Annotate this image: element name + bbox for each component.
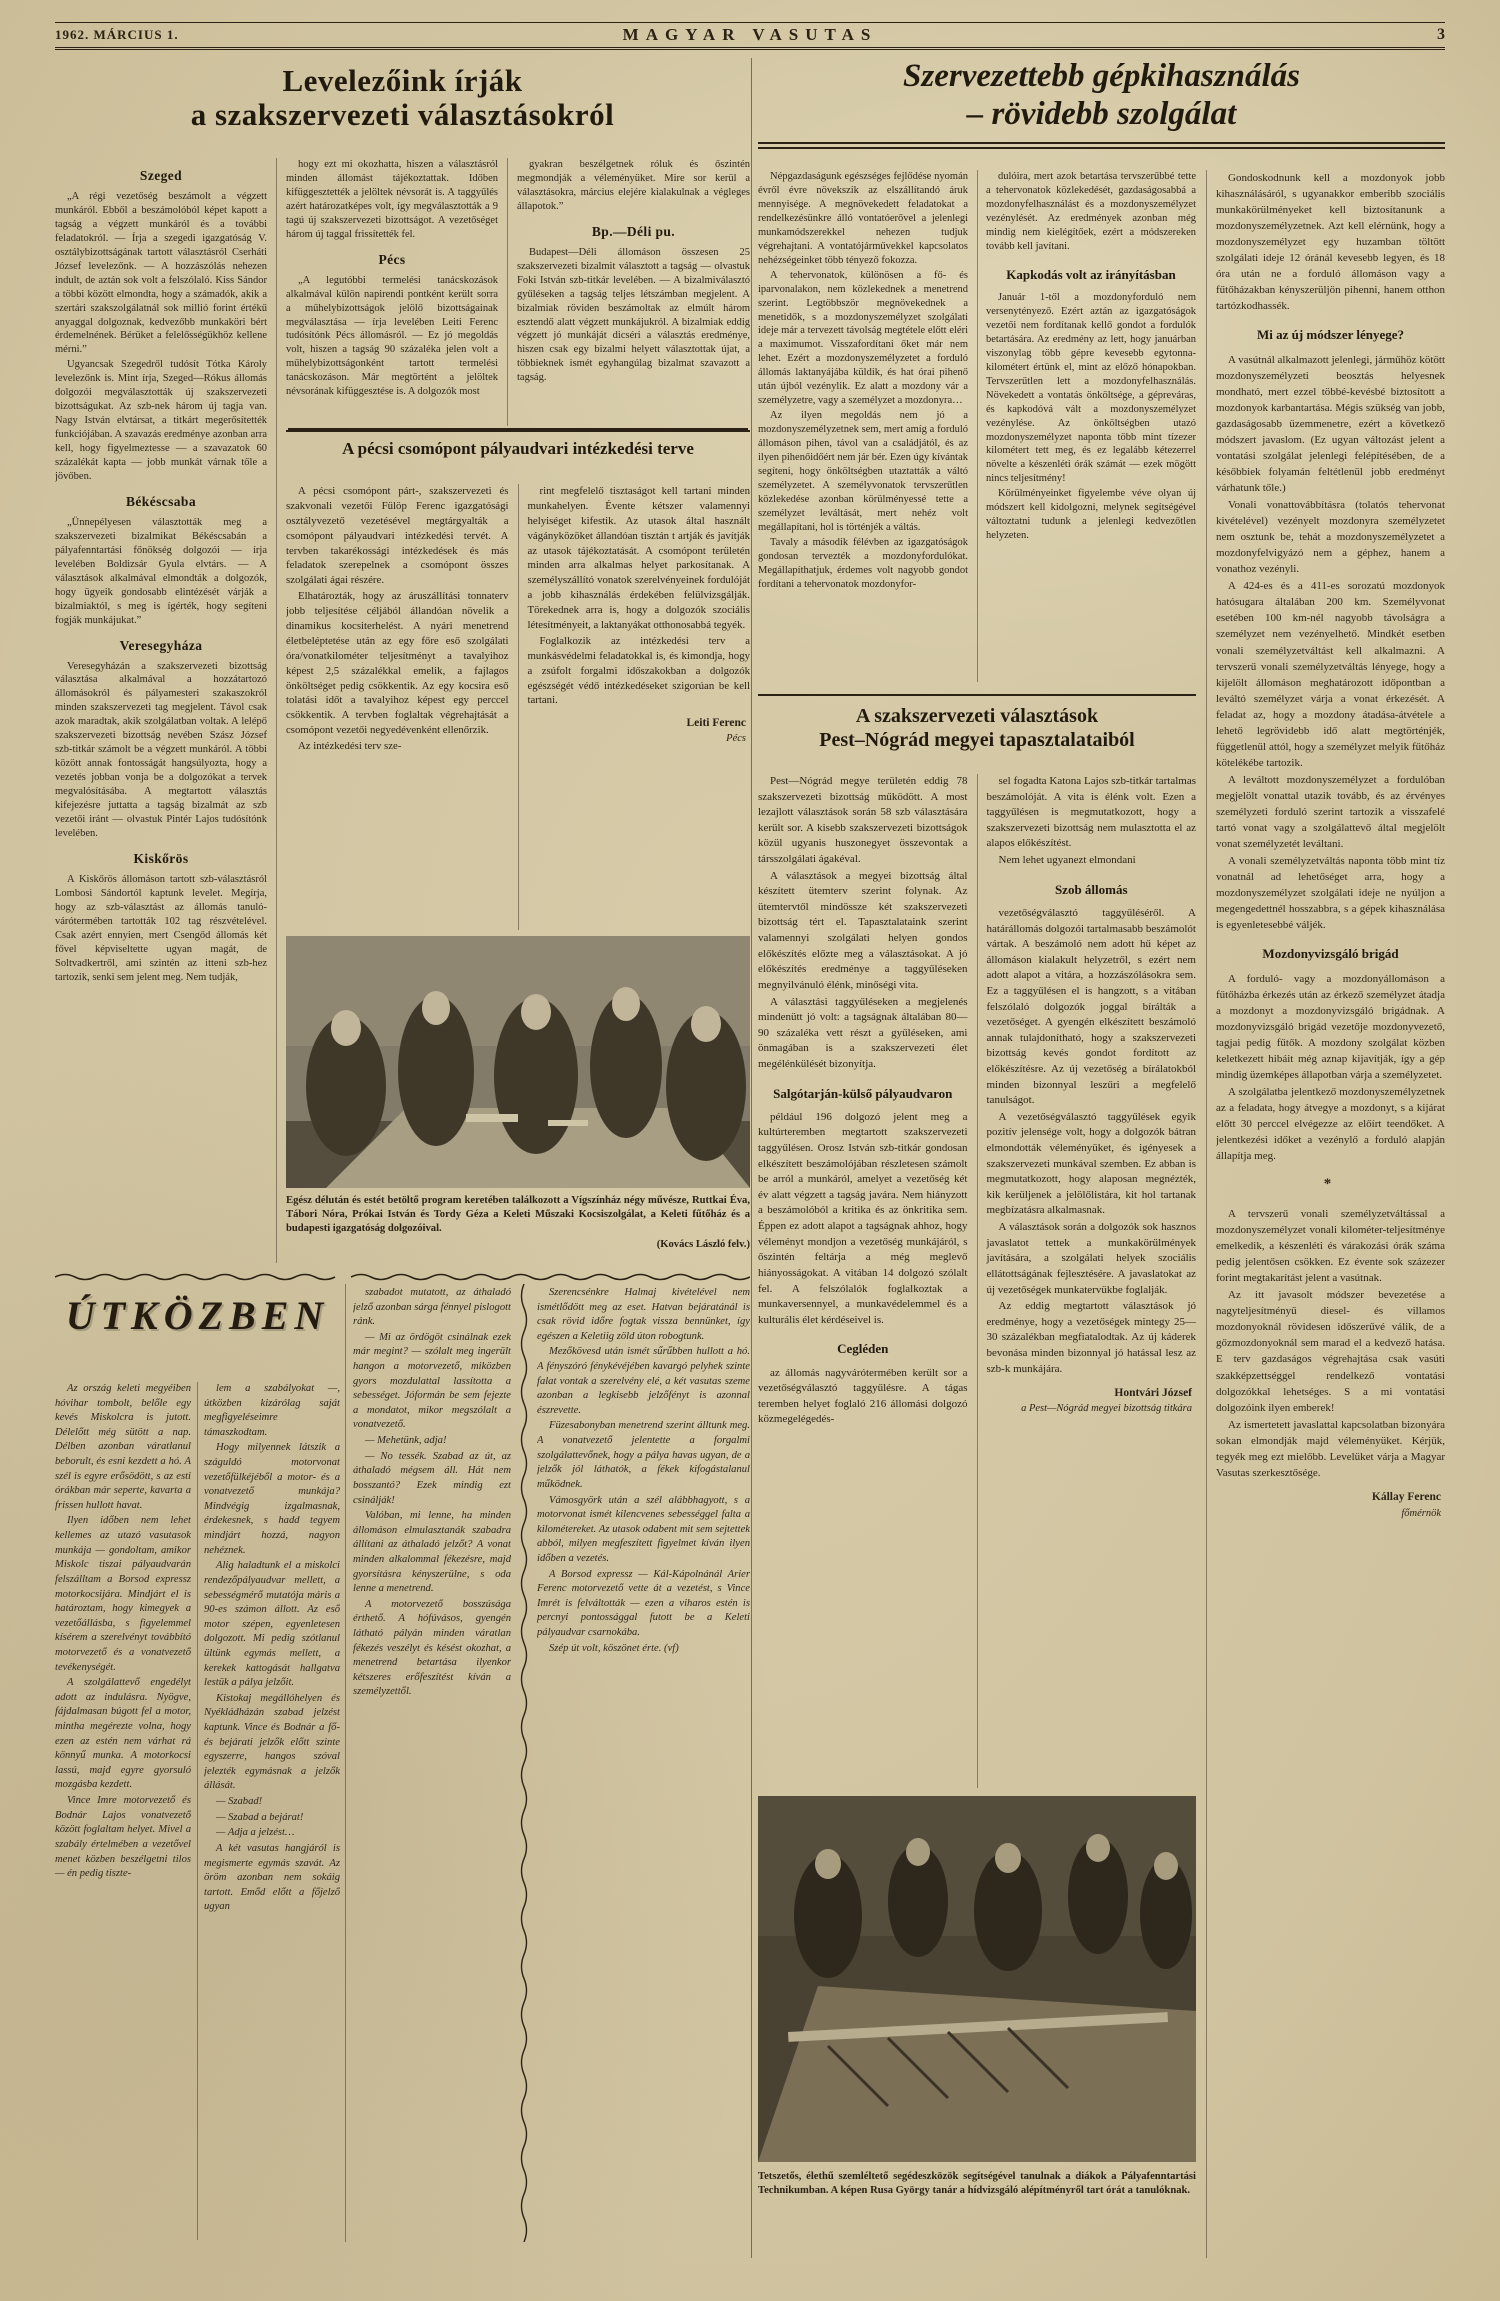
wavy-rule [55,1272,340,1282]
photo-caption [286,1194,750,1252]
subsection-heading: Kapkodás volt az irányításban [1006,266,1176,282]
paragraph: A vonali személyzetváltás naponta több mint tíz vonatnál ad lehetőséget arra, hogy a mozdonyszemélyzet szolgálati ideje ne nyúljon a megengedettnél hosszabbra, s a gépek kihasználása is egyenletesebbé váljék. [1216,855,1445,932]
column-rule [977,170,978,682]
signature-role: a Pest—Nógrád megyei bizottság titkára [1021,1402,1192,1414]
paragraph: hogy ezt mi okozhatta, hiszen a választásról minden állomást tájékoztattak. Időben kifüggesztették a jelöltek névsorát is. A taggyűlés azért határozatképes volt, így megválasztották a 9 tagú új szakszervezeti bizottságot. A vezetőséget három új taggal frissítették fel. [286,159,498,240]
subsection-heading: Mozdonyvizsgáló brigád [1262,946,1399,962]
paragraph: sel fogadta Katona Lajos szb-titkár tartalmas beszámolóját. A vita is élénk volt. Ezen a taggyűlésen is megmutatkozott, hogy a szakszervezeti bizottság nem mulasztotta el az alapos előkészítést. [986,775,1196,850]
signature: Hontvári József a Pest—Nógrád megyei bizottság titkára [991,1385,1193,1416]
subsection-heading: Cegléden [837,1341,889,1357]
star-separator: * [1323,1176,1338,1193]
paragraph: A Kiskőrös állomáson tartott szb-választásról Lombosi Sándortól kaptunk levelet. Megírja, hogy az szb-választást az állomás tanuló-várótermében tartották 102 tag részvételével. Csak azért ennyien, mert Csengőd állomás két fővel képviseltette ugyan magát, de Soltvadkertről, ami szintén az itteni szb-hez tartozik, senki sem jelent meg. Nem tudják, [55,873,267,983]
paragraph: Elhatározták, hogy az áruszállítási tonnaterv jobb teljesítése céljából állandóan növelik a dinamikus kocsiterhelést. A nyári menetrend életbeléptetése után az egy főre eső szolgálati óra/vonatkilométer teljesítményt a tavalyihoz képest 2,5 százalékkal emelik, a fajlagos önköltséget pedig csökkentik. Az egy kocsira eső tolatási időt a tavalyihoz képest egy perccel csökkentik. A tervben foglaltak végrehajtását a csomópont vezetői negyedévenként ellenőrzik. [286,590,509,737]
paragraph: A forduló- vagy a mozdonyállomáson a fűtőházba érkezés után az érkező személyzet átadja a mozdonyt a mozdonyvizsgáló brigádnak. A mozdonyvizsgáló brigád vezetője mozdonyvezető, tagjai pedig fűtők. A mozdony szolgálat közben keletkezett hibáit még aznap kijavítják, így a gép mindig üzemképes állapotban várja a személyzetet. [1216,972,1445,1081]
paragraph: Füzesabonyban menetrend szerint álltunk meg. A vonatvezető jelentette a forgalmi szolgálattevőnek, hogy a pálya havas ugyan, de a jelzők jól láthatók, a fékek kifogástalanul működnek. [537,1420,750,1490]
paragraph: Az ismertetett javaslattal kapcsolatban bizonyára sokan elmondják majd véleményüket. Kérjük, tegyék meg ezt mielőbb. Levelüket várja a Magyar Vasutas szerkesztősége. [1216,1418,1445,1479]
feature-column-2 [518,484,751,930]
paragraph: Valóban, mi lenne, ha minden állomáson elmulasztanák szabadra állítani az áthaladó jelzőt? A vonat minden alkalommal fékezésre, majd gyorsításra kényszerülne, s oda lenne a menetrend. [353,1510,511,1595]
photo-caption [758,2170,1196,2198]
paragraph: szabadot mutatott, az áthaladó jelző azonban sárga fénnyel pislogott ránk. [353,1287,511,1328]
paragraph: A szolgálattevő engedélyt adott az indulásra. Nyögve, fájdalmasan búgott fel a motor, mintha megérezte volna, hogy ezen az estén nem várhat rá könnyű munka. A motorkocsi lassú, majd egyre gyorsuló mozgásba kezdett. [55,1677,191,1791]
paragraph: Népgazdaságunk egészséges fejlődése nyomán évről évre növekszik az elszállítandó áruk mennyisége. A megnövekedett feladatokat a rendelkezésünkre álló vontatóerővel a jelenlegi munkamódszerekkel nehezen tudjuk végrehajtani. A vontatójárművekkel kapcsolatos nehézségeinket több tényező fokozza. [758,171,968,266]
paragraph: — Szabad! [216,1796,263,1808]
column-rule [1206,170,1207,2258]
headline-levelezoink [55,64,750,132]
paragraph: A vasútnál alkalmazott jelenlegi, járműhöz kötött mozdonyszemélyzeti beosztás helyesnek mondható, mert ezzel többé-kevésbé biztosított a mozdonyok karbantartása. Mégis szükség van jobb, gazdaságosabb üzemmenetre, ezért a következő módszert javaslom. (Ez ugyan változást jelent a vontatási szolgálat jelenlegi felépítésében, de a későbbiek folyamán feltétlenül jobb eredményt várhatunk tőle.) [1216,353,1445,495]
paragraph: például 196 dolgozó jelent meg a kultúrteremben megtartott szakszervezeti taggyűlésen. Orosz István szb-titkár gondosan elkészített beszámolójában részletesen számolt be arról a munkáról, amelyet a vezetőség két év alatt végzett a tagság javára. Nem hiányzott a beszámolóból a kritika és az önkritika sem. Éppen ez adott alapot a tagságnak ahhoz, hogy véleményt mondjon a vezetőség munkájáról, s őszintén feltárja a még meglevő hiányosságokat. A vitában 14 dolgozó szólalt fel. A felszólalók foglalkoztak a munkaversennyel, a munkavédelemmel és a kulturális élet kérdéseivel is. [758,1110,968,1326]
column-rule [345,1284,346,2242]
paragraph: Alig haladtunk el a miskolci rendezőpályaudvar mellett, a sebességmérő mutatója máris a 90-es számon állott. Az eső motor szépen, egyenletesen dolgozott. Mi pedig szótlanul ültünk egymás mellett, a kerekek kattogását hallgatva lestük a pálya jelzőit. [204,1560,340,1689]
caption-text: Egész délután és estét betöltő program keretében találkozott a Vígszínház négy művésze, Ruttkai Éva, Tábori Nóra, Prókai István és Tordy Géza a Keleti Műszaki Kocsiszolgálat, a Keleti fűtőház és a budapesti igazgatóság dolgozóival. [286,1195,750,1234]
paragraph: Gondoskodnunk kell a mozdonyok jobb kihasználásáról, s ugyanakkor emberibb szociális munkakörülményeket kell biztosítanunk a mozdonyszemélyzetnek. Azt kell elérnünk, hogy a mozdonyszemélyzet egy huzamban töltött szolgálati ideje 12 óránál kevesebb legyen, és 18 óra után ne a forduló állomáson vagy a fűtőházakban kényszerüljön pihenni, hanem otthon tartózkodhassék. [1216,172,1445,313]
column-rule [197,1382,198,2240]
paragraph: A tehervonatok, különösen a fő- és iparvonalakon, nem közlekednek a menetrend szerint. Legtöbbször megnövekednek a menetidők, s a mozdonyszemélyzet szolgálati ideje már a tervezett távolság megtétele előtt eléri a maximumot. Visszafordítani őket már nem lehet. Ezért a mozdonyszemélyzetet a forduló állomás laktanyájába küldik, és hat órai pihenő után újból vezénylik. Ez alatt a mozdony vár a személyzetre, vagy a személyzet a mozdonyra… [758,269,968,407]
photo-image [286,936,750,1188]
paragraph: Az intézkedési terv sze- [298,740,402,753]
section-heading: Veresegyháza [119,637,203,653]
feature-columns [286,484,750,930]
paragraph: Ilyen időben nem lehet kellemes az utazó vasutasok munkája — gondoltam, amikor Miskolc tiszai pályaudvarán felszálltam a Borsod expressz motorkocsijára. Mindjárt el is határoztam, hogy kimegyek a vezetőállásba, s figyelemmel kísérem a szerelvényt továbbító motorvezető és a vonatvezető tevékenységét. [55,1515,191,1673]
paragraph: Veresegyházán a szakszervezeti bizottság választása alkalmával a hozzátartozó állomásokról és pályamesteri szakaszokról minden szakszervezeti tag megjelent. Távol csak azok maradtak, akik szolgálatban voltak. A lelépő szakszervezeti bizottság nevében Szász József szb-titkár számolt be a végzett munkáról. A többi között annak fontosságát hangsúlyozta, hogy a vezetés jobban vonja be a dolgozókat a tervek megvalósításába. A megtartott választás kifejezésre juttatta a tagság bizalmát az szb vezetői iránt — olvastuk Pintér Lajos tudósítónk levelében. [55,660,267,839]
feuilleton-column-3 [353,1286,511,2244]
paragraph: „Ünnepélyesen választották meg a szakszervezeti bizalmikat Békéscsabán a pályafenntartási főnökség dolgozói — írja levelében Boldizsár Gyula elvtárs. — A választások alkalmával elmondták a dolgozók, hogy ügyeik gondosabb elintézését várják a bizalmiaktól, s meg is ígérték, hogy segíteni fogják munkájukat.” [55,516,267,626]
paragraph: Körülményeinket figyelembe véve olyan új módszert kell kidolgozni, melynek segítségével változtatni tudunk a jelenlegi kedvezőtlen helyzeten. [986,488,1196,542]
photo-credit: (Kovács László felv.) [656,1238,750,1250]
caption-text: Tetszetős, élethű szemléltető segédeszközök segítségével tanulnak a diákok a Pályafenntartási Technikumban. A képen Rusa György tanár a hídvizsgáló alépítményről tart órát a tanulóknak. [758,2171,1196,2196]
paragraph: A választások során a dolgozók sok hasznos javaslatot tettek a munkakörülmények javítására, a szolgálati helyek szociális ellátottságának fejlesztésére. A javaslatokat az új vezetőségek munkatervükbe foglalják. [986,1221,1196,1296]
paragraph: Az ország keleti megyéiben hóvihar tombolt, belőle egy kevés Miskolcra is jutott. Délelőtt még sütött a nap. Délben azonban váratlanul beborult, és esni kezdett a hó. A szél is egyre erősödött, s az esti órákban már seperte, kavarta a frissen hullott havat. [55,1383,191,1511]
paragraph: Vámosgyörk után a szél alábbhagyott, s a motorvonat ismét kilencvenes sebességgel falta a kilométereket. Az utasok odabent mit sem sejtettek abból, milyen megfeszített figyelmet kíván ilyen időben a vezetés. [537,1494,750,1564]
left-section [55,58,750,2258]
paragraph: Szerencsénkre Halmaj kivételével nem ismétlődött meg az eset. Hatvan bejáratánál is csak rövid időre fogtak vissza bennünket, így egészen a Keletiig zöld úton robogtunk. [537,1287,750,1342]
paragraph: A két vasutas hangjáról is megismerte egymás szavát. Az öröm azonban nem sokáig tartott. Emőd előtt a főjelző ugyan [204,1842,340,1913]
paragraph: Január 1-től a mozdonyforduló nem versenytényező. Ezért aztán az igazgatóságok vezetői nem fordítanak kellő gondot a fordulók betartására. Az eredmény az lett, hogy januárban viszonylag több gépre kevesebb egytonna-kilométert értünk el, mint az előző hónapokban. Tervszerűtlen lett a mozdonyfelhasználás. Növekedett a vontatás önköltsége, a gépreváras, és kapkodóvá vált a mozdonyszemélyzet vezénylése. Az önköltségben utazó mozdonyszemélyzet naponta több mint tízezer kilométert tett meg, és ez legalább kétezerrel növelte a készenléti órák számát — ezek mögött nincs teljesítmény! [986,291,1196,485]
section-heading: Békéscsaba [125,493,196,509]
feature-title [758,694,1196,758]
subsection-heading: Salgótarján-külső pályaudvaron [773,1085,953,1101]
column-rule [507,158,508,426]
paragraph: dulóira, mert azok betartása tervszerűbbé tette a tehervonatok közlekedését, gazdaságosabbá a mozdonyfelhasználást és a mozdonyszemélyzet vezénylését. Az eredmények azonban még mindig nem kielégítőek, ezért a módszereken tovább kell javítani. [986,171,1196,252]
paragraph: A motorvezető bosszúsága érthető. A hófúvásos, gyengén látható pályán minden váratlan fékezés veszélyt és késést okozhat, a menetrend betartása ilyenkor kétszeres erőfeszítést kíván a személyzettől. [353,1598,511,1698]
paragraph: Vonali vonattovábbításra (tolatós tehervonat kivételével) vezényelt mozdonyra személyzetet nem osztunk be, tehát a mozdonyszemélyzetet a mozdonyfelvigyázó nem a géphez, hanem a vonathoz vezényli. [1216,499,1445,576]
feature-columns [758,774,1196,1788]
paragraph: Szép út volt, köszönet érte. (vf) [549,1642,679,1654]
paragraph: Vince Imre motorvezető és Bodnár Lajos vonatvezető között foglaltam helyet. Mivel a szabály értelmében a vezetővel menet közben beszélgetni tilos — én pedig tiszte- [55,1795,191,1880]
paragraph: Az ilyen megoldás nem jó a mozdonyszemélyzetnek sem, mert amíg a forduló állomáson pihen, távol van a családjától, és az ilyen pihenőidőért nem jár bér. Ezen úgy kívántak segíteni, hogy önköltségben utaztatták a váltó személyzetet. A személyvonatok tervszerűtlen közlekedése azonban körülményessé tette a személyzet leváltását, mert nehéz volt megállapítani, hol is történjék a váltás. [758,410,968,533]
headline-line: Levelezőink írják [282,63,523,98]
article-utkozben [55,1270,750,2250]
paragraph: Kistokaj megállóhelyen és Nyékládházán szabad jelzést kaptunk. Vince és Bodnár a fő- és bejárati jelzők előtt szinte egyszerre, hangos szóval jelezték egymásnak a jelzők állását. [204,1692,340,1792]
paragraph: A leváltott mozdonyszemélyzet a fordulóban megjelölt vonattal utazik tovább, és az érvényes személyzeti forduló szerint tartozik a visszafelé tartó vonat vagy a szolgálattevő által megjelölt vonat személyzetét leváltani. [1216,773,1445,851]
wavy-rule [351,1272,750,1282]
paragraph: „A legutóbbi termelési tanácskozások alkalmával külön napirendi pontként került sorra a műhelybizottságok jelölő bizottságainak megválasztása — írja levelében Leiti Ferenc tudósítónk Pécs állomásról. — Ez jó megoldás volt, hiszen a tagság 90 százaléka jelen volt a műhelybizottságonként tartott termelési tanácskozáson. Már megtörtént a jelöltek névsorának kifüggesztése is. A dolgozók most [286,274,498,398]
article-column-letters-3 [517,158,750,426]
feuilleton-column-1 [55,1382,191,2242]
wavy-column-divider [519,1284,529,2242]
paragraph: Hogy milyennek látszik a száguldó motorvonat vezetőfülkéjéből a motor- és a vonatvezető munkája? Mindvégig izgalmasnak, érdekesnek, s hadd tegyem mindjárt hozzá, nagyon nehéznek. [204,1442,340,1556]
issue-date: 1962. MÁRCIUS 1. [55,27,179,42]
paragraph: Budapest—Déli állomáson összesen 25 szakszervezeti bizalmit választott a tagság — olvastuk Foki István szb-titkár levelében. — A bizalmiválasztó gyűléseken a tagság teljes létszámban megjelent. A bizalmiak röviden beszámoltak az elmúlt három esztendő alatt végzett munkájukról. A bizalmiak eddig végzett jó munkáját dicséri a választás eredménye, hiszen csak egy bizalmi helyett választottak újat, a többieknek ismét egyhangúlag bizalmat szavazott a tagság. [517,246,750,384]
paragraph: Nem lehet ugyanezt elmondani [998,854,1136,867]
feuilleton-title: ÚTKÖZBEN [65,1293,330,1338]
headline-gepkihasznalas [758,58,1445,149]
right-section [758,58,1445,2263]
signature-role: Pécs [726,733,746,745]
paragraph: rint megfelelő tisztaságot kell tartani minden munkahelyen. Évente kétszer valamennyi helyiséget kifestik. Az utasok által használt vágányközöket állandóan tisztán t artják és javítják az utasok tájékoztatását. A csomópont területén minden arra alkalmas helyet parkosítanak. A személyszállító vonatok szerelvényeinek fordulóját a jobb kihasználás érdekében felülvizsgálják. Törekednek arra is, hogy a dolgozók szociális létesítményeit, a laktanyákat otthonosabbá tegyék. [527,485,750,632]
paragraph: — Mi az ördögöt csinálnak ezek már megint? — szólalt meg ingerült hangon a motorvezető, miközben gyors mozdulattal lassította a sebességet. Jóformán be sem fejezte a mondatot, mikor megszólalt a vonatvezető. [353,1331,511,1431]
paragraph: az állomás nagyvárótermében került sor a vezetőségválasztó taggyűlésre. A tágas teremben helyet foglaló 216 állomási dolgozó közmegelégedés- [758,1366,968,1426]
paragraph: Az itt javasolt módszer bevezetése a nagyteljesítményű diesel- és villamos mozdonyoknál rövidesen időszerűvé válik, de a gőzmozdonyoknál sem marad el a kedvező hatása. E terv gazdaságos végrehajtása csak vasúti szakképzettséggel rendelkező vontatási dolgozókkal lehetséges. S a mi vontatási dolgozóink ilyen emberek! [1216,1289,1445,1414]
section-heading: Szeged [139,168,183,183]
feature-title-line: A szakszervezeti választások [855,705,1099,727]
signature: Leiti Ferenc Pécs [532,716,747,746]
page-number: 3 [1437,26,1445,43]
paragraph: — No tessék. Szabad az út, az áthaladó mégsem áll. Hát nem bosszantó? Ezek mindig ezt csinálják! [353,1450,511,1506]
paragraph: A választási taggyűléseken a megjelenés mindenütt jó volt: a tagságnak általában 80—90 százaléka vett részt a gyűléseken, ami önmagában is a szakszervezeti élet megélénkülését bizonyítja. [758,995,968,1070]
paragraph: A Borsod expressz — Kál-Kápolnánál Arier Ferenc motorvezető vette át a vezetést, s Vince Imrét is felváltották — ezen a viharos estén is percnyi pontossággal futott be a Keleti pályaudvar csarnokába. [537,1568,750,1639]
signature: Kállay Ferenc főmérnök [1220,1489,1441,1521]
headline-line: Szervezettebb gépkihasználás [903,58,1300,94]
feature-column-1 [286,484,518,930]
signature-role: főmérnök [1401,1507,1441,1519]
paragraph: A választások a megyei bizottság által készített ütemterv szerint folynak. Az ütemtervtől mindössze két szakszervezeti bizottság tért el. Tapasztalataink szerint valamennyi szolgálati helyen gondos előkészítés előzte meg a választásokat. A jó előkészítés eredménye a taggyűléseken megnyilvánuló élénk, minőségi vita. [758,869,968,991]
feuilleton-column-4 [537,1286,750,2244]
paragraph: lem a szabályokat —, útközben kizárólag saját megfigyeléseimre támaszkodtam. [204,1383,340,1438]
masthead-title: MAGYAR VASUTAS [622,25,878,44]
paragraph: A vezetőségválasztó taggyűlések egyik pozitív jelensége volt, hogy a dolgozók bátran elmondották véleményüket, és igényesek a szakszervezeti munkával szemben. Ez abban is megmutatkozott, hogy alaposan megnézték, kik kerüljenek a jelölőlistára, kit hol tartanak megbízatásra alkalmasnak. [986,1110,1196,1217]
paragraph: — Szabad a bejárat! [216,1811,304,1823]
paragraph: Foglalkozik az intézkedési terv a munkásvédelmi feladatokkal is, és kimondja, hogy a zsúfolt forgalmi időszakokban a dolgozók egészségét védő intézkedéseket szigorúan be kell tartani. [527,634,750,707]
feature-title: A pécsi csomópont pályaudvari intézkedési terve [286,430,750,459]
feature-title-line: Pest–Nógrád megyei tapasztalataiból [819,728,1135,751]
section-heading: Kiskőrös [133,850,189,866]
paragraph: Pest—Nógrád megye területén eddig 78 szakszervezeti bizottság működött. A most lezajlott választások során 58 szb választására került sor. A kisebb szakszervezeti bizottságok közül ugyanis huszonegyet összevontak a társszolgálati ágakéval. [758,775,968,866]
article-column-gep-1 [758,170,968,682]
paragraph: „A régi vezetőség beszámolt a végzett munkáról. Ebből a beszámolóból képet kapott a tagság a végzett munkáról és a további feladatokról. — Írja a szegedi igazgatóság V. osztálybizottságának tartott választásról Cserháti József levelezőnk. — A hozzászólás nehezen indult, de aztán sok volt a felszólaló. Kiss Sándor a többi között elmondta, hogy a számadók, akik a szertári szakszolgálatnál sok millió forint értékű anyaggal dolgoznak, kedvezőbb munkaköri bért érdemelnének. Bérüket a felelősségükhöz kellene mérni.” [55,190,267,356]
paragraph: gyakran beszélgetnek róluk és őszintén megmondják a véleményüket. Mire sor kerül a választásokra, március elejére kialakulnak a végleges állapotok.” [517,159,750,212]
article-column-letters-2 [286,158,498,426]
masthead [55,22,1445,50]
paragraph: — Adja a jelzést… [216,1827,295,1839]
subsection-heading: Szob állomás [1054,881,1128,897]
article-column-letters-1 [55,158,267,1263]
article-column-gep-3 [1216,170,1445,2258]
article-column-gep-2 [986,170,1196,682]
headline-line: – rövidebb szolgálat [966,95,1237,132]
section-heading: Pécs [378,251,406,267]
paragraph: vezetőségválasztó taggyűléséről. A határállomás dolgozói tartalmasabb beszámolót vártak. A beszámoló nem adott hű képet az állomáson kialakult helyzetről, s ezért nem adott alapot a vitára, a hozzászólásokra sem. Ez a taggyűlésen el is hangzott, s a vitában felszólaló dolgozók joggal bírálták a vezetőséget. A gyengén elkészített beszámoló annak tulajdonítható, hogy a szakszervezeti bizottság kevés gondot fordított az előkészítésre. Az új vezetőség a bírálatokból minden bizonnyal leszűri a megfelelő tanulságot. [986,906,1196,1107]
feature-column-1 [758,774,977,1788]
paragraph: Az eddig megtartott választások jó eredménye, hogy a vezetőségek mintegy 25—30 százalékban megfiatalodtak. Az új káderek bevonása minden bizonnyal jó hatással lesz az szb-k munkájára. [986,1300,1196,1375]
paragraph: A szolgálatba jelentkező mozdonyszemélyzetnek az a feladata, hogy átvegye a mozdonyt, s a kijárat előtt 30 perccel elvégezze az előírt teendőket. A jelentkezési időket a vezénylő a forduló alapján állapítja meg. [1216,1085,1445,1163]
paragraph: A tervszerű vonali személyzetváltással a mozdonyszemélyzet vonali kilométer-teljesítménye emelkedik, a készenléti és várakozási órák száma pedig jelentősen csökken. Ez évente sok százezer forint megtakarítást jelent a vasútnak. [1216,1208,1445,1285]
subsection-heading: Mi az új módszer lényege? [1256,327,1405,343]
article-pecsi-csomopont [286,430,750,1268]
paragraph: Tavaly a második félévben az igazgatóságok gondosan tervezték a mozdonyfordulókat. Megállapíthatjuk, érdemes volt nagyobb gondot fordítani a tehervonatok mozdonyfor- [758,536,968,590]
paragraph: Mezőkövesd után ismét sűrűbben hullott a hó. A fényszóró fénykévéjében kavargó pelyhek szinte falat vontak a szerelvény elé, a két vasutas szeme azonban a legkisebb jelzőfényt is azonnal észrevette. [537,1346,750,1416]
feuilleton-column-2 [204,1382,340,2242]
paragraph: — Mehetünk, adja! [365,1435,447,1447]
feature-column-2 [977,774,1197,1788]
photo-image [758,1796,1196,2162]
main-column-divider [751,58,752,2258]
paragraph: Ugyancsak Szegedről tudósít Tótka Károly levelezőnk is. Mint írja, Szeged—Rókus állomás dolgozói megválasztották új szakszervezeti bizottságukat. Az szb-nek három új tagja van. Nagy István elvtársat, a titkárt megerősítették funkciójában. A szavazás eredménye azonban arra kell, hogy figyelmeztesse — a szavazatok 60 százalékát kapta — jobb munkát várnak tőle a jövőben. [55,359,267,483]
article-pest-nograd [758,694,1196,2258]
section-heading: Bp.—Déli pu. [591,223,676,239]
paragraph: A pécsi csomópont párt-, szakszervezeti és szakvonali vezetői Fülöp Ferenc igazgatósági osztályvezető vezetésével megtárgyalták a csomópont pályaudvari intézkedési tervét. A tervben takarékossági intézkedések és más feladatok szerepelnek a csomópont összes szolgálati ágai részére. [286,485,509,587]
paragraph: A 424-es és a 411-es sorozatú mozdonyok hatósugara általában 200 km. Személyvonat esetében 100 km-nél nagyobb távolságra a személyzet nem vezényelhető. Mindkét esetben vonali személyzetváltást kell alkalmazni. A tervszerű vonali személyzetváltás lényege, hogy a kijelölt állomáson meghatározott időpontban a leváltó személyzet várja a vonat érkezését. A feladat az, hogy a mozdony átadása-átvétele a lehető legrövidebb idő alatt megtörténjék, függetlenül attól, hogy a személyzet melyik fűtőház kötelékébe tartozik. [1216,580,1445,769]
headline-line: a szakszervezeti választásokról [190,97,615,133]
photo-technikum-students [758,1796,1196,2162]
column-rule [276,158,277,1263]
photo-theatre-artists-visit [286,936,750,1188]
